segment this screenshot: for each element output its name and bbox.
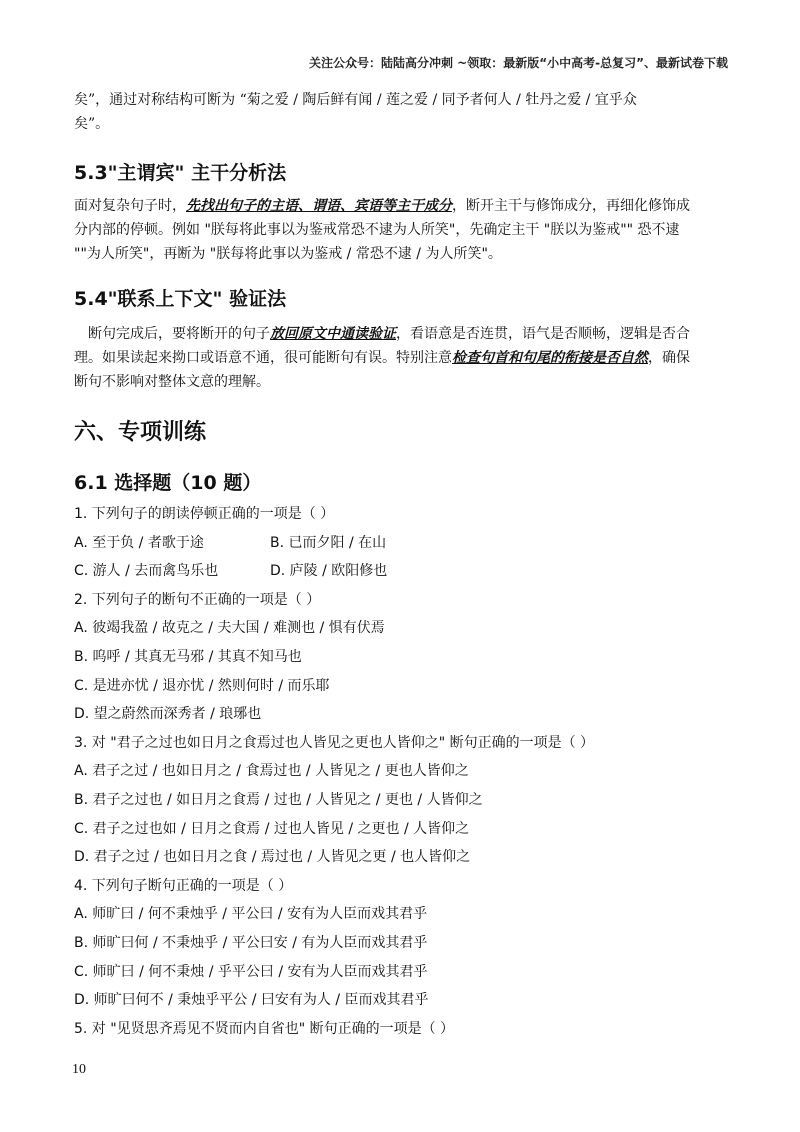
question-stem: 4. 下列句子断句正确的一项是（ ）: [74, 877, 293, 894]
answer-option: A. 君子之过 / 也如日月之 / 食焉过也 / 人皆见之 / 更也人皆仰之: [74, 763, 469, 780]
chapter-6-heading: 六、专项训练: [74, 420, 207, 445]
answer-option: B. 君子之过也 / 如日月之食焉 / 过也 / 人皆见之 / 更也 / 人皆仰之: [74, 791, 483, 808]
section-5-4-paragraph-line-2: 理。如果读起来拗口或语意不通，很可能断句有误。特别注意检查句首和句尾的衔接是否自然，确保: [74, 350, 690, 366]
section-5-3-paragraph-line-2: 分内部的停顿。例如 "朕每将此事以为鉴戒常恐不逮为人所笑"，先确定主干 "朕以为鉴戒"" 恐不逮: [74, 222, 680, 238]
question-list: [74, 500, 726, 1043]
answer-option: C. 游人 / 去而禽鸟乐也: [74, 563, 219, 580]
answer-option: D. 望之蔚然而深秀者 / 琅琊也: [74, 706, 262, 723]
question-stem: 5. 对 "见贤思齐焉见不贤而内自省也" 断句正确的一项是（ ）: [74, 1020, 455, 1037]
intro-line-2: 矣”。: [74, 116, 110, 132]
page-content: [74, 88, 726, 1043]
answer-option: C. 君子之过也如 / 日月之食焉 / 过也人皆见 / 之更也 / 人皆仰之: [74, 820, 470, 837]
section-5-3-paragraph-line-1: 面对复杂句子时，先找出句子的主语、谓语、宾语等主干成分，断开主干与修饰成分，再细化修饰成: [74, 198, 690, 214]
page-number: 10: [72, 1062, 86, 1077]
answer-option: B. 已而夕阳 / 在山: [270, 534, 387, 551]
answer-option: C. 师旷曰 / 何不秉烛 / 乎平公曰 / 安有为人臣而戏其君乎: [74, 963, 428, 980]
answer-option: B. 呜呼 / 其真无马邪 / 其真不知马也: [74, 648, 302, 665]
answer-option: A. 师旷曰 / 何不秉烛乎 / 平公曰 / 安有为人臣而戏其君乎: [74, 906, 428, 923]
section-6-1-heading: 6.1 选择题（10 题）: [74, 472, 262, 494]
question-stem: 2. 下列句子的断句不正确的一项是（ ）: [74, 591, 321, 608]
answer-option: D. 庐陵 / 欧阳修也: [270, 563, 388, 580]
section-5-4-paragraph-line-1: 断句完成后，要将断开的句子放回原文中通读验证，看语意是否连贯，语气是否顺畅，逻辑是否合: [74, 326, 690, 342]
option-row: [74, 557, 726, 586]
option-row: [74, 529, 726, 558]
answer-option: C. 是进亦忧 / 退亦忧 / 然则何时 / 而乐耶: [74, 677, 330, 694]
question-stem: 3. 对 "君子之过也如日月之食焉过也人皆见之更也人皆仰之" 断句正确的一项是（ ）: [74, 734, 595, 751]
emphasis-text: 放回原文中通读验证: [270, 326, 396, 342]
emphasis-text: 先找出句子的主语、谓语、宾语等主干成分: [186, 198, 452, 214]
intro-line-1: 矣”，通过对称结构可断为 “菊之爱 / 陶后鲜有闻 / 莲之爱 / 同予者何人 / 牡丹之爱 / 宜乎众: [74, 92, 637, 108]
emphasis-text: 检查句首和句尾的衔接是否自然: [452, 350, 648, 366]
answer-option: D. 师旷曰何不 / 秉烛乎平公 / 曰安有为人 / 臣而戏其君乎: [74, 992, 429, 1009]
answer-option: B. 师旷曰何 / 不秉烛乎 / 平公曰安 / 有为人臣而戏其君乎: [74, 934, 428, 951]
answer-option: A. 彼竭我盈 / 故克之 / 夫大国 / 难测也 / 惧有伏焉: [74, 620, 385, 637]
answer-option: D. 君子之过 / 也如日月之食 / 焉过也 / 人皆见之更 / 也人皆仰之: [74, 849, 471, 866]
section-5-4-heading: 5.4"联系上下文" 验证法: [74, 288, 287, 310]
section-5-3-paragraph-line-3: ""为人所笑"，再断为 "朕每将此事以为鉴戒 / 常恐不逮 / 为人所笑"。: [74, 246, 502, 262]
section-5-3-heading: 5.3"主谓宾" 主干分析法: [74, 162, 287, 184]
answer-option: A. 至于负 / 者歌于途: [74, 534, 204, 551]
section-5-4-paragraph-line-3: 断句不影响对整体文意的理解。: [74, 374, 270, 390]
question-stem: 1. 下列句子的朗读停顿正确的一项是（ ）: [74, 506, 335, 522]
page-header: 关注公众号：陆陆高分冲刺 ~领取：最新版“小中高考-总复习”、最新试卷下载: [309, 56, 728, 70]
